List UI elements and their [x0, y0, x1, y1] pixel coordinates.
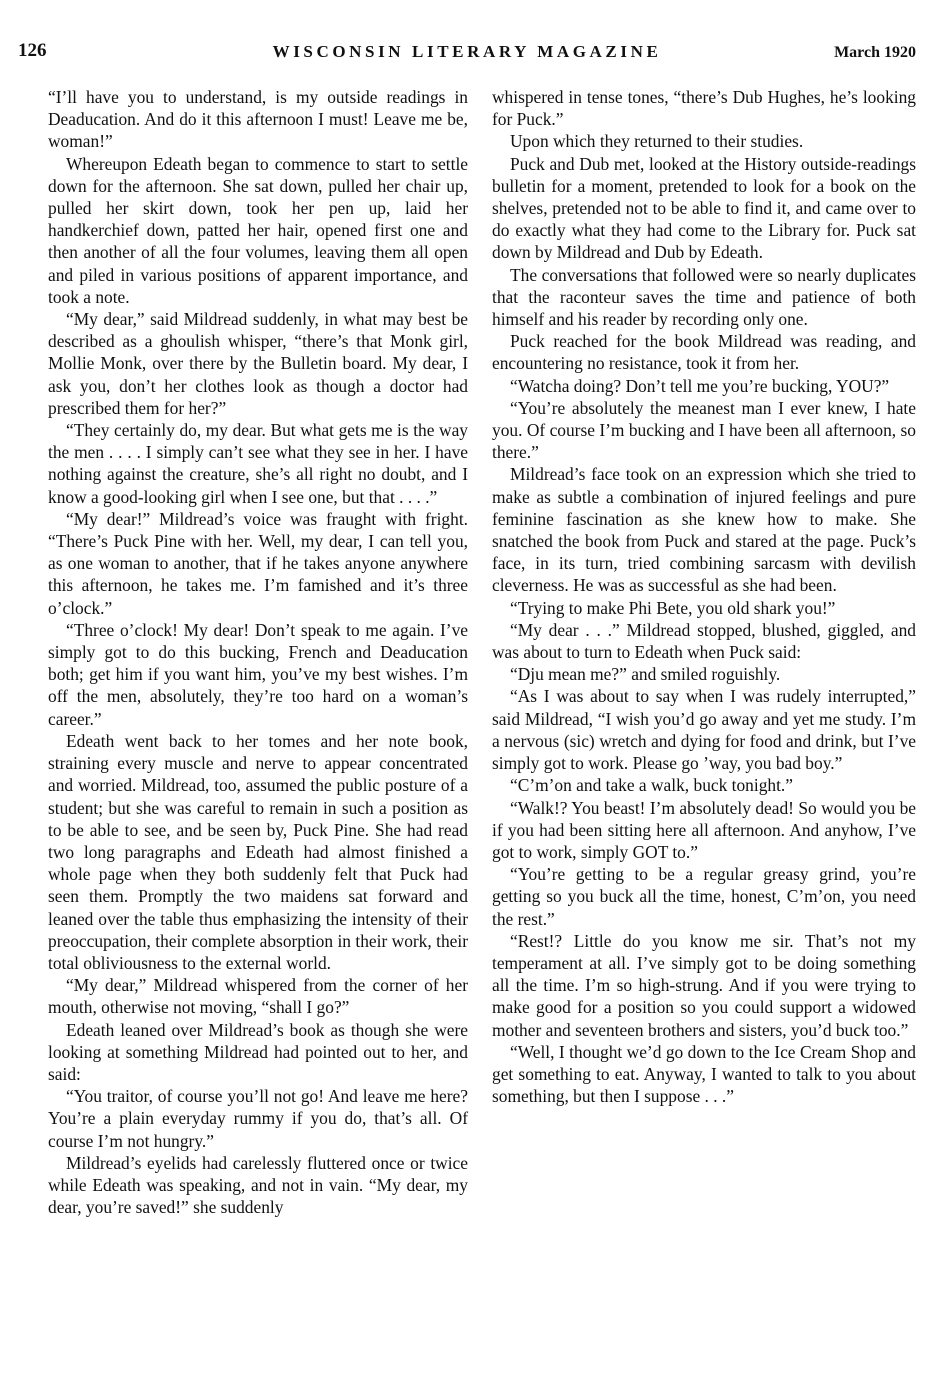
paragraph: “My dear,” Mildread whispered from the corner of her mouth, otherwise not moving, “shall I go?” [48, 975, 468, 1018]
paragraph: “You traitor, of course you’ll not go! And leave me here? You’re a plain everyday rummy if you do, that’s all. Of course I’m not hungry.” [48, 1086, 468, 1151]
paragraph: whispered in tense tones, “there’s Dub Hughes, he’s looking for Puck.” [492, 87, 916, 130]
issue-date: March 1920 [834, 44, 916, 61]
running-header [18, 40, 916, 70]
paragraph: Mildread’s face took on an expression which she tried to make as subtle a combination of injured feelings and pure feminine fascination as she knew how to make. She snatched the book from Puck and stared at the page. Puck’s face, in its turn, tried combining sarcasm with devilish cleverness. He was as successful as she had been. [492, 464, 916, 596]
paragraph: “Three o’clock! My dear! Don’t speak to me again. I’ve simply got to do this bucking, French and Deaducation both; get him if you want him, you’ve my best wishes. I’m off the men, absolutely, they’re too hard on a woman’s career.” [48, 619, 468, 729]
paragraph: “Trying to make Phi Bete, you old shark you!” [510, 597, 836, 618]
paragraph: “As I was about to say when I was rudely interrupted,” said Mildread, “I wish you’d go away and yet me study. I’m a nervous (sic) wretch and dying for food and drink, but I’ve simply got to work. Please go ’way, you bad boy.” [492, 686, 916, 774]
paragraph: “My dear!” Mildread’s voice was fraught with fright. “There’s Puck Pine with her. Well, my dear, I can tell you, as one woman to another, that if he takes anyone anywhere this afternoon, he takes me. I’m famished and it’s three o’clock.” [48, 508, 468, 618]
paragraph: The conversations that followed were so nearly duplicates that the raconteur saves the time and patience of both himself and his reader by recording only one. [492, 264, 916, 330]
paragraph: Puck reached for the book Mildread was reading, and encountering no resistance, took it from her. [492, 331, 916, 374]
paragraph: “My dear . . .” Mildread stopped, blushed, giggled, and was about to turn to Edeath when Puck said: [492, 619, 916, 663]
paragraph: “Well, I thought we’d go down to the Ice Cream Shop and get something to eat. Anyway, I wanted to talk to you about something, but then I suppose . . .” [492, 1041, 916, 1107]
paragraph: Whereupon Edeath began to commence to start to settle down for the afternoon. She sat down, pulled her chair up, pulled her skirt down, took her pen up, laid her handkerchief down, patted her hair, opened first one and then another of all the four volumes, leaving them all open and piled in various positions of apparent importance, and took a note. [48, 153, 468, 307]
paragraph: “Rest!? Little do you know me sir. That’s not my temperament at all. I’ve simply got to be doing something all the time. I’m so high-strung. And if you were trying to make good for a position so you could support a widowed mother and seventeen brothers and sisters, you’d buck too.” [492, 930, 916, 1040]
paragraph: “You’re absolutely the meanest man I ever knew, I hate you. Of course I’m bucking and I have been all afternoon, so there.” [492, 397, 916, 463]
paragraph: “Dju mean me?” and smiled roguishly. [510, 664, 781, 685]
left-column [48, 86, 468, 1218]
paragraph: Edeath went back to her tomes and her note book, straining every muscle and nerve to appear concentrated and worried. Mildread, too, assumed the public posture of a student; but she was careful to remain in such a position as to be able to see, and be seen by, Puck Pine. She had read two long paragraphs and Edeath had almost finished a whole page when they both suddenly felt that Puck had seen them. Promptly the two maidens sat forward and leaned over the table thus emphasizing the intensity of their preoccupation, their complete absorption in their work, their total obliviousness to the external world. [48, 730, 468, 973]
paragraph: Edeath leaned over Mildread’s book as though she were looking at something Mildread had pointed out to her, and said: [48, 1019, 468, 1084]
right-column [492, 86, 916, 1107]
paragraph: Upon which they returned to their studies. [510, 131, 804, 152]
paragraph: “I’ll have you to understand, is my outside readings in Deaducation. And do it this afternoon I must! Leave me be, woman!” [48, 87, 468, 152]
paragraph: “My dear,” said Mildread suddenly, in what may best be described as a ghoulish whisper, “there’s that Monk girl, Mollie Monk, over there by the Bulletin board. My dear, I ask you, don’t her clothes look as though a doctor had prescribed them for her?” [48, 309, 468, 418]
page-number: 126 [18, 40, 47, 61]
paragraph: “They certainly do, my dear. But what gets me is the way the men . . . . I simply can’t see what they see in her. I have nothing against the creature, she’s all right no doubt, and I know a good-looking girl when I see one, but that . . . .” [48, 420, 468, 507]
magazine-title: WISCONSIN LITERARY MAGAZINE [272, 42, 662, 61]
paragraph: “Watcha doing? Don’t tell me you’re bucking, YOU?” [510, 375, 890, 396]
paragraph: Puck and Dub met, looked at the History outside-readings bulletin for a moment, pretended to look for a book on the shelves, pretended not to be able to find it, and came over to do exactly what they had come to the Library for. Puck sat down by Mildread and Dub by Edeath. [492, 153, 916, 263]
paragraph: “You’re getting to be a regular greasy grind, you’re getting so you buck all the time, honest, C’m’on, you need the rest.” [492, 864, 916, 929]
paragraph: Mildread’s eyelids had carelessly fluttered once or twice while Edeath was speaking, and not in vain. “My dear, my dear, you’re saved!” she suddenly [48, 1152, 468, 1218]
paragraph: “Walk!? You beast! I’m absolutely dead! So would you be if you had been sitting here all afternoon. And anyhow, I’ve got to work, simply GOT to.” [492, 797, 916, 862]
paragraph: “C’m’on and take a walk, buck tonight.” [510, 775, 793, 796]
